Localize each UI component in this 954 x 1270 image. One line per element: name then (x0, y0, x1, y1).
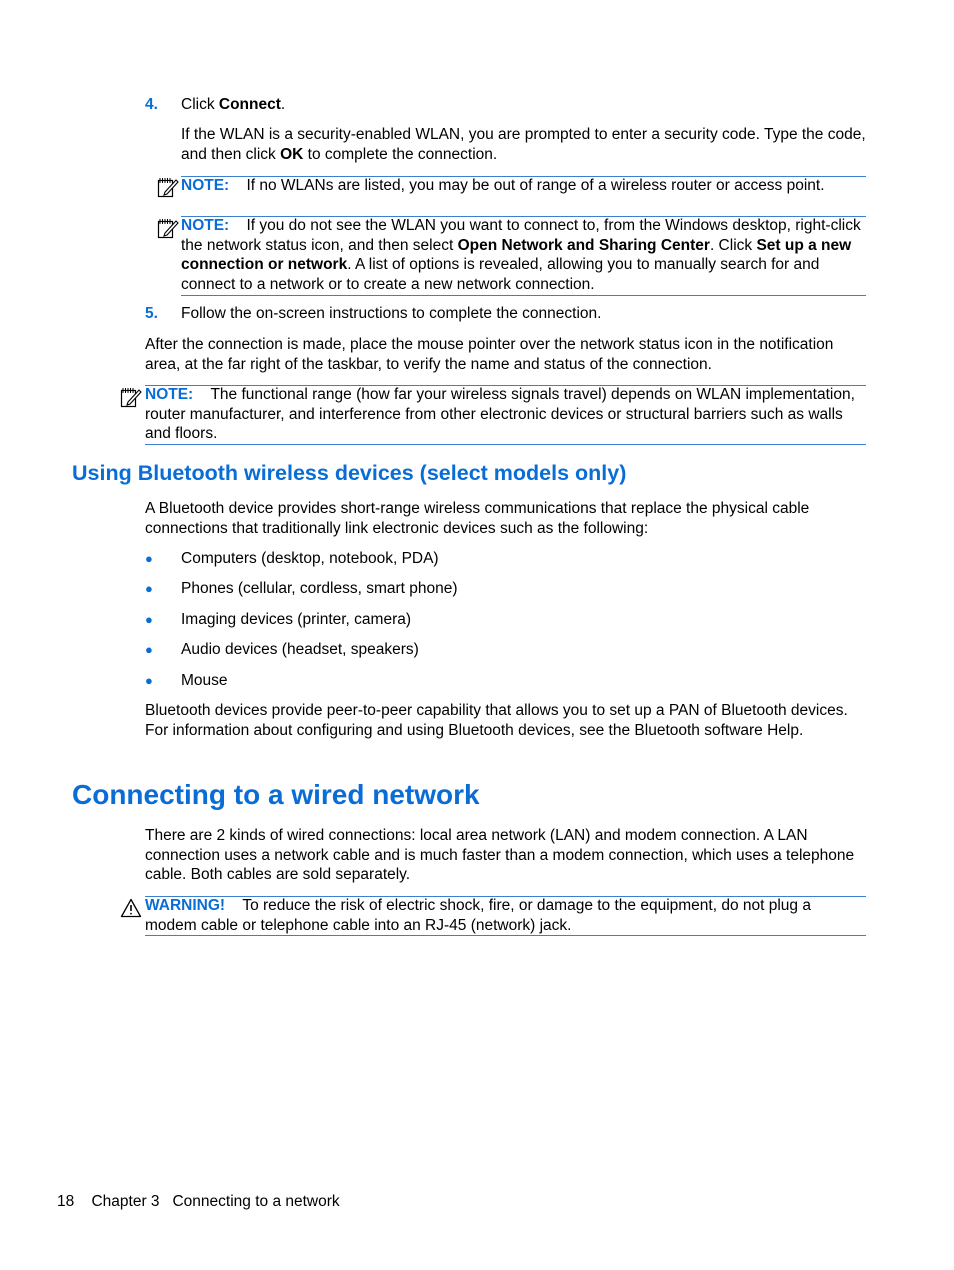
note-2 (181, 216, 866, 294)
step-5-text: Follow the on-screen instructions to complete the connection. (181, 305, 602, 322)
warning-text: To reduce the risk of electric shock, fire, or damage to the equipment, do not plug a modem cable or telephone cable into an RJ-45 (network) jack. (145, 897, 811, 934)
step-4-prefix: Click (181, 96, 219, 113)
page-number: 18 (57, 1193, 75, 1210)
note-1-label: NOTE: (181, 177, 230, 194)
footer-chapter: Chapter 3 (91, 1193, 160, 1210)
warning-triangle-icon (120, 898, 142, 918)
note-2-label: NOTE: (181, 217, 230, 234)
bullet-icon: ● (145, 642, 153, 657)
warning-label: WARNING! (145, 897, 226, 914)
step-4-paragraph (181, 125, 866, 164)
step-4-connect: Connect (218, 96, 281, 113)
list-item: Computers (desktop, notebook, PDA) (181, 550, 439, 567)
bullet-icon: ● (145, 581, 153, 596)
step-4-ok: OK (280, 145, 304, 163)
note-2-text-3: . A list of options is revealed, allowing you to manually search for and connect to a network or to create a new network connection. (181, 256, 820, 293)
bluetooth-closing: Bluetooth devices provide peer-to-peer capability that allows you to set up a PAN of Bluetooth devices. For information about configuring and using Bluetooth devices, see the Bluetooth software Help. (145, 702, 848, 739)
note-pencil-icon (120, 387, 142, 409)
list-item: Phones (cellular, cordless, smart phone) (181, 580, 458, 597)
wired-intro: There are 2 kinds of wired connections: local area network (LAN) and modem connection. A LAN connection uses a network cable and is much faster than a modem connection, which uses a telephone cable. Both cables are sold separately. (145, 827, 855, 883)
after-connection-paragraph: After the connection is made, place the mouse pointer over the network status icon in the notification area, at the far right of the taskbar, to verify the name and status of the connection. (145, 336, 834, 373)
wired-warning (145, 896, 866, 935)
footer-chapter-title: Connecting to a network (172, 1193, 340, 1210)
wired-heading: Connecting to a wired network (72, 779, 480, 810)
step-4-text (181, 95, 285, 115)
bullet-icon: ● (145, 612, 153, 627)
note-3-label: NOTE: (145, 386, 194, 403)
note-2-text-1: If you do not see the WLAN you want to connect to, from the Windows desktop, right-click the network status icon, and then select (181, 217, 861, 254)
note-pencil-icon (157, 218, 179, 240)
step-4-para-part-2: to complete the connection. (303, 145, 498, 163)
note-2-text-2: . Click (709, 236, 757, 254)
bullet-icon: ● (145, 551, 153, 566)
note-3-text: The functional range (how far your wireless signals travel) depends on WLAN implementation, router manufacturer, and interference from other electronic devices or structural barriers such as walls and floors. (145, 386, 855, 442)
step-4-para-part-1: If the WLAN is a security-enabled WLAN, you are prompted to enter a security code. Type the code, and then click (181, 126, 866, 163)
note-2-bold-1: Open Network and Sharing Center (457, 236, 710, 254)
bluetooth-intro: A Bluetooth device provides short-range wireless communications that replace the physical cable connections that traditionally link electronic devices such as the following: (145, 500, 810, 537)
note-1-text: If no WLANs are listed, you may be out of range of a wireless router or access point. (246, 177, 825, 194)
note-pencil-icon (157, 177, 179, 199)
page-footer (57, 1192, 340, 1212)
note-3 (145, 385, 866, 444)
list-item: Mouse (181, 672, 228, 689)
step-4-number: 4. (145, 96, 158, 113)
step-4-suffix: . (280, 96, 286, 113)
list-item: Imaging devices (printer, camera) (181, 611, 412, 628)
bullet-icon: ● (145, 673, 153, 688)
bluetooth-heading: Using Bluetooth wireless devices (select models only) (72, 461, 627, 485)
note-2-bold-2: Set up a new connection or network (181, 236, 852, 273)
list-item: Audio devices (headset, speakers) (181, 641, 419, 658)
step-5-number: 5. (145, 305, 158, 322)
note-1 (181, 176, 866, 196)
